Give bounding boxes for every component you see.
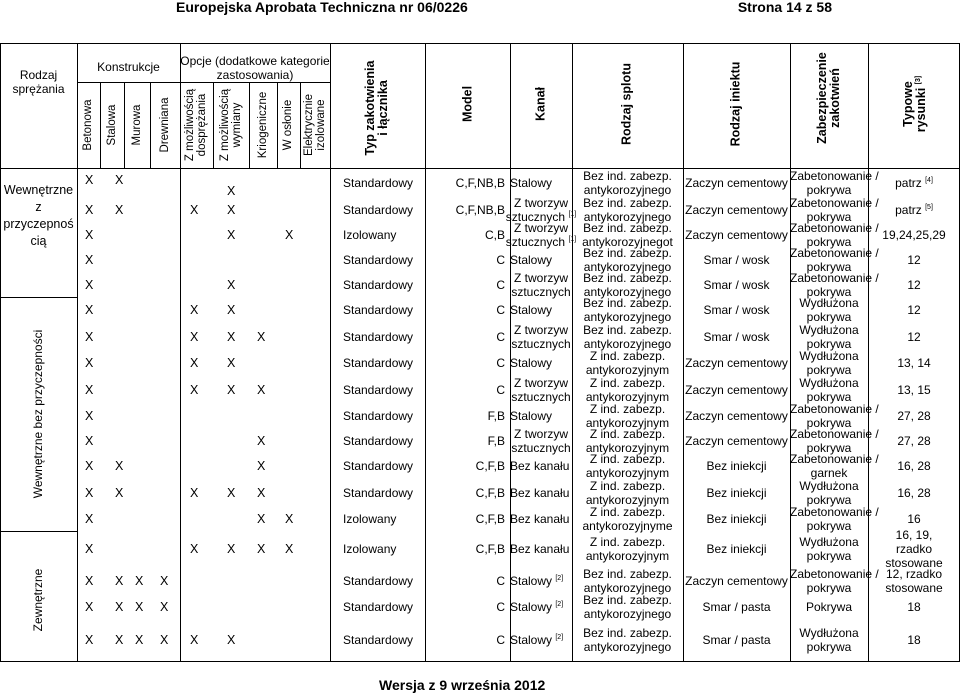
row-1-model: C,F,NB,B	[455, 202, 505, 217]
row-15-mark-1: X	[115, 573, 124, 588]
row-2-rysunki: 19,24,25,29	[882, 228, 946, 242]
header-sep-opcje	[180, 82, 330, 83]
row-4-model: C	[496, 277, 505, 292]
row-6-mark-0: X	[85, 329, 94, 344]
document-title: Europejska Aprobata Techniczna nr 06/0226	[176, 0, 468, 15]
row-10-splot: Z ind. zabezp. antykorozyjnym	[585, 426, 670, 455]
row-17-mark-2: X	[135, 633, 144, 647]
row-9-zabezpieczenie: Zabetonowanie / pokrywa	[790, 402, 879, 430]
row-0-typ: Standardowy	[343, 175, 414, 190]
row-8-mark-5: X	[227, 382, 236, 397]
col-line-12	[510, 43, 511, 661]
row-10-zabezpieczenie: Zabetonowanie / pokrywa	[790, 426, 879, 455]
header-konstrukcje: Konstrukcje	[97, 60, 160, 74]
row-8-model: C	[496, 382, 505, 397]
row-5-rysunki: 12	[907, 303, 921, 317]
row-6-typ: Standardowy	[343, 329, 414, 344]
row-8-kanal: Z tworzyw sztucznych	[511, 375, 571, 404]
row-2-iniekt: Zaczyn cementowy	[685, 228, 788, 242]
row-2-zabezpieczenie: Zabetonowanie / pokrywa	[790, 221, 879, 249]
row-11-rysunki: 16, 28	[897, 458, 931, 473]
row-1-typ: Standardowy	[343, 202, 414, 217]
row-0-iniekt: Zaczyn cementowy	[685, 175, 788, 190]
col-line-7	[249, 82, 250, 168]
row-16-model: C	[496, 599, 505, 614]
row-17-rysunki: 18	[907, 633, 921, 647]
row-7-mark-0: X	[85, 356, 94, 370]
col-line-5	[180, 43, 181, 661]
row-8-mark-4: X	[190, 382, 199, 397]
row-15-rysunki: 12, rzadko stosowane	[885, 566, 943, 595]
row-5-kanal: Stalowy	[510, 303, 553, 317]
col-line-3	[124, 82, 125, 168]
header-zabezpieczenie-zakotwien: Zabezpieczenie zakotwień	[815, 52, 842, 144]
row-9-mark-0: X	[85, 409, 94, 423]
row-12-splot: Z ind. zabezp. antykorozyjnym	[585, 478, 670, 507]
row-2-mark-7: X	[285, 228, 294, 242]
row-12-iniekt: Bez iniekcji	[706, 485, 767, 500]
row-6-mark-4: X	[190, 329, 199, 344]
row-16-mark-2: X	[135, 599, 144, 614]
row-4-typ: Standardowy	[343, 277, 414, 292]
row-14-mark-0: X	[85, 542, 94, 556]
row-2-mark-0: X	[85, 228, 94, 242]
row-3-rysunki: 12	[907, 253, 921, 267]
header-sep-konstrukcje	[77, 82, 180, 83]
row-14-iniekt: Bez iniekcji	[706, 542, 767, 556]
row-11-splot: Z ind. zabezp. antykorozyjnym	[585, 451, 670, 480]
row-16-zabezpieczenie: Pokrywa	[805, 599, 852, 614]
col-line-6	[213, 82, 214, 168]
header-rodzaj-splotu: Rodzaj splotu	[619, 63, 634, 145]
row-16-kanal: Stalowy [2]	[510, 599, 564, 614]
row-5-iniekt: Smar / wosk	[703, 303, 770, 317]
header-z-mozliwoscia-dosprezania: Z możliwością dosprężania	[184, 88, 208, 162]
group-zewnetrzne: Zewnętrzne	[31, 568, 45, 632]
row-14-kanal: Bez kanału	[510, 542, 570, 556]
row-10-kanal: Z tworzyw sztucznych	[511, 426, 571, 455]
row-17-mark-0: X	[85, 633, 94, 647]
row-5-zabezpieczenie: Wydłużona pokrywa	[799, 296, 859, 324]
row-12-typ: Standardowy	[343, 485, 414, 500]
row-14-mark-4: X	[190, 542, 199, 556]
row-17-mark-3: X	[160, 633, 169, 647]
row-0-model: C,F,NB,B	[455, 175, 505, 190]
row-2-model: C,B	[484, 228, 505, 242]
header-rodzaj-sprezania: Rodzaj sprężania	[12, 68, 65, 96]
row-0-mark-1: X	[115, 172, 124, 187]
row-15-iniekt: Zaczyn cementowy	[685, 573, 788, 588]
row-1-mark-0: X	[85, 202, 94, 217]
row-16-mark-3: X	[160, 599, 169, 614]
row-11-typ: Standardowy	[343, 458, 414, 473]
row-8-splot: Z ind. zabezp. antykorozyjnym	[585, 375, 670, 404]
row-9-splot: Z ind. zabezp. antykorozyjnym	[585, 402, 670, 430]
row-4-iniekt: Smar / wosk	[703, 277, 770, 292]
col-line-1	[77, 43, 78, 661]
row-0-zabezpieczenie: Zabetonowanie / pokrywa	[790, 168, 879, 197]
row-1-rysunki: patrz [5]	[895, 202, 933, 217]
row-16-rysunki: 18	[907, 599, 921, 614]
row-7-model: C	[496, 356, 505, 370]
row-1-mark-4: X	[190, 202, 199, 217]
row-13-mark-7: X	[285, 511, 294, 526]
header-kanal: Kanał	[533, 86, 548, 122]
row-14-model: C,F,B	[475, 542, 505, 556]
row-13-rysunki: 16	[907, 511, 921, 526]
col-line-2	[100, 82, 101, 168]
row-12-mark-5: X	[227, 485, 236, 500]
page-number: Strona 14 z 58	[737, 0, 832, 15]
group-sep-1	[0, 297, 77, 298]
row-6-rysunki: 12	[907, 329, 921, 344]
row-16-mark-1: X	[115, 599, 124, 614]
row-0-mark-0: X	[85, 172, 94, 187]
col-line-10	[330, 43, 331, 661]
header-elektrycznie-izolowane: Elektrycznie izolowane	[303, 94, 327, 156]
row-10-mark-6: X	[257, 433, 266, 448]
row-1-zabezpieczenie: Zabetonowanie / pokrywa	[790, 195, 879, 224]
row-3-typ: Standardowy	[343, 253, 414, 267]
col-line-8	[277, 82, 278, 168]
row-13-mark-6: X	[257, 511, 266, 526]
row-12-zabezpieczenie: Wydłużona pokrywa	[799, 478, 859, 507]
row-10-typ: Standardowy	[343, 433, 414, 448]
row-11-mark-6: X	[257, 458, 266, 473]
row-17-iniekt: Smar / pasta	[702, 633, 771, 647]
row-9-kanal: Stalowy	[510, 409, 553, 423]
header-typ-zakotwienia: Typ zakotwienia i łącznika	[363, 60, 390, 156]
header-betonowa: Betonowa	[82, 99, 94, 151]
row-7-iniekt: Zaczyn cementowy	[685, 356, 788, 370]
group-sep-2	[0, 531, 77, 532]
table-bottom-border	[0, 661, 960, 662]
row-0-mark-5: X	[227, 183, 236, 198]
row-17-zabezpieczenie: Wydłużona pokrywa	[799, 626, 859, 654]
row-14-mark-6: X	[257, 542, 266, 556]
row-9-typ: Standardowy	[343, 409, 414, 423]
row-13-typ: Izolowany	[343, 511, 397, 526]
row-2-kanal: Z tworzyw sztucznych [1]	[505, 221, 577, 249]
row-2-typ: Izolowany	[343, 228, 397, 242]
row-17-mark-5: X	[227, 633, 236, 647]
row-17-kanal: Stalowy [2]	[510, 633, 564, 647]
row-17-typ: Standardowy	[343, 633, 414, 647]
row-1-splot: Bez ind. zabezp. antykorozyjnego	[583, 195, 672, 224]
row-1-iniekt: Zaczyn cementowy	[685, 202, 788, 217]
row-6-iniekt: Smar / wosk	[703, 329, 770, 344]
row-4-mark-5: X	[227, 277, 236, 292]
col-line-4	[150, 82, 151, 168]
row-6-kanal: Z tworzyw sztucznych	[511, 322, 571, 351]
header-model: Model	[460, 85, 475, 123]
row-16-mark-0: X	[85, 599, 94, 614]
row-8-rysunki: 13, 15	[897, 382, 931, 397]
row-7-mark-4: X	[190, 356, 199, 370]
row-7-typ: Standardowy	[343, 356, 414, 370]
row-3-kanal: Stalowy	[510, 253, 553, 267]
row-11-kanal: Bez kanału	[510, 458, 570, 473]
row-12-model: C,F,B	[475, 485, 505, 500]
row-10-model: F,B	[487, 433, 505, 448]
row-5-typ: Standardowy	[343, 303, 414, 317]
row-5-splot: Bez ind. zabezp. antykorozyjnego	[583, 296, 672, 324]
row-15-mark-2: X	[135, 573, 144, 588]
row-11-mark-1: X	[115, 458, 124, 473]
row-5-mark-5: X	[227, 303, 236, 317]
row-8-iniekt: Zaczyn cementowy	[685, 382, 788, 397]
row-5-mark-4: X	[190, 303, 199, 317]
row-15-mark-3: X	[160, 573, 169, 588]
header-w-oslonie: W osłonie	[282, 99, 294, 151]
row-11-iniekt: Bez iniekcji	[706, 458, 767, 473]
row-2-splot: Bez ind. zabezp. antykorozyjnegot	[582, 221, 673, 249]
header-z-mozliwoscia-wymiany: Z możliwością wymiany	[219, 88, 243, 162]
header-opcje: Opcje (dodatkowe kategorie zastosowania)	[180, 54, 330, 82]
row-7-zabezpieczenie: Wydłużona pokrywa	[799, 349, 859, 377]
row-12-rysunki: 16, 28	[897, 485, 931, 500]
row-7-mark-5: X	[227, 356, 236, 370]
row-5-mark-0: X	[85, 303, 94, 317]
row-17-mark-4: X	[190, 633, 199, 647]
row-9-iniekt: Zaczyn cementowy	[685, 409, 788, 423]
row-2-mark-5: X	[227, 228, 236, 242]
row-1-kanal: Z tworzyw sztucznych [1]	[505, 195, 577, 224]
row-15-splot: Bez ind. zabezp. antykorozyjnego	[583, 566, 672, 595]
row-5-model: C	[496, 303, 505, 317]
header-typowe-rysunki: Typowe rysunki [3]	[901, 75, 928, 133]
col-line-11	[425, 43, 426, 661]
row-4-splot: Bez ind. zabezp. antykorozyjnego	[583, 270, 672, 299]
row-4-mark-0: X	[85, 277, 94, 292]
row-9-model: F,B	[487, 409, 505, 423]
row-11-zabezpieczenie: Zabetonowanie / garnek	[790, 451, 879, 480]
row-17-mark-1: X	[115, 633, 124, 647]
header-murowa: Murowa	[131, 104, 143, 146]
row-14-mark-7: X	[285, 542, 294, 556]
row-17-model: C	[496, 633, 505, 647]
header-rodzaj-iniektu: Rodzaj iniektu	[728, 61, 743, 147]
header-drewniana: Drewniana	[159, 97, 171, 153]
row-4-rysunki: 12	[907, 277, 921, 292]
row-13-iniekt: Bez iniekcji	[706, 511, 767, 526]
col-line-14	[683, 43, 684, 661]
row-15-kanal: Stalowy [2]	[510, 573, 564, 588]
row-14-rysunki: 16, 19, rzadko stosowane	[885, 528, 943, 570]
row-0-rysunki: patrz [4]	[895, 175, 933, 190]
row-3-splot: Bez ind. zabezp. antykorozyjnego	[583, 246, 672, 274]
row-15-zabezpieczenie: Zabetonowanie / pokrywa	[790, 566, 879, 595]
row-6-model: C	[496, 329, 505, 344]
col-line-0	[0, 43, 1, 661]
row-8-typ: Standardowy	[343, 382, 414, 397]
row-14-mark-5: X	[227, 542, 236, 556]
col-line-9	[300, 82, 301, 168]
row-15-mark-0: X	[85, 573, 94, 588]
row-3-model: C	[496, 253, 505, 267]
row-10-mark-0: X	[85, 433, 94, 448]
row-12-mark-0: X	[85, 485, 94, 500]
row-0-kanal: Stalowy	[510, 175, 553, 190]
row-1-mark-5: X	[227, 202, 236, 217]
row-4-zabezpieczenie: Zabetonowanie / pokrywa	[790, 270, 879, 299]
row-6-mark-5: X	[227, 329, 236, 344]
row-7-rysunki: 13, 14	[897, 356, 931, 370]
row-7-splot: Z ind. zabezp. antykorozyjnym	[585, 349, 670, 377]
row-16-iniekt: Smar / pasta	[702, 599, 771, 614]
row-13-splot: Z ind. zabezp. antykorozyjnyme	[582, 504, 673, 533]
row-10-rysunki: 27, 28	[897, 433, 931, 448]
row-12-mark-4: X	[190, 485, 199, 500]
row-3-mark-0: X	[85, 253, 94, 267]
row-16-splot: Bez ind. zabezp. antykorozyjnego	[583, 592, 672, 621]
row-6-zabezpieczenie: Wydłużona pokrywa	[799, 322, 859, 351]
row-7-kanal: Stalowy	[510, 356, 553, 370]
row-15-typ: Standardowy	[343, 573, 414, 588]
row-12-kanal: Bez kanału	[510, 485, 570, 500]
row-3-zabezpieczenie: Zabetonowanie / pokrywa	[790, 246, 879, 274]
footer-version: Wersja z 9 września 2012	[379, 677, 546, 693]
row-13-kanal: Bez kanału	[510, 511, 570, 526]
row-14-typ: Izolowany	[343, 542, 397, 556]
row-3-iniekt: Smar / wosk	[703, 253, 770, 267]
row-11-model: C,F,B	[475, 458, 505, 473]
header-stalowa: Stalowa	[106, 104, 118, 146]
row-15-model: C	[496, 573, 505, 588]
row-12-mark-1: X	[115, 485, 124, 500]
row-8-mark-6: X	[257, 382, 266, 397]
row-10-iniekt: Zaczyn cementowy	[685, 433, 788, 448]
row-9-rysunki: 27, 28	[897, 409, 931, 423]
row-14-splot: Z ind. zabezp. antykorozyjnym	[585, 535, 670, 563]
row-17-splot: Bez ind. zabezp. antykorozyjnego	[583, 626, 672, 654]
row-13-model: C,F,B	[475, 511, 505, 526]
row-8-zabezpieczenie: Wydłużona pokrywa	[799, 375, 859, 404]
row-14-zabezpieczenie: Wydłużona pokrywa	[799, 535, 859, 563]
row-12-mark-6: X	[257, 485, 266, 500]
row-11-mark-0: X	[85, 458, 94, 473]
header-kriogeniczne: Kriogeniczne	[257, 91, 269, 159]
row-6-splot: Bez ind. zabezp. antykorozyjnego	[583, 322, 672, 351]
group-wewnetrzne-przyczepnosc: Wewnętrzne z przyczepnoś cią	[3, 183, 74, 248]
row-13-mark-0: X	[85, 511, 94, 526]
group-wewnetrzne-bez: Wewnętrzne bez przyczepności	[31, 329, 45, 499]
row-4-kanal: Z tworzyw sztucznych	[511, 270, 571, 299]
row-0-splot: Bez ind. zabezp. antykorozyjnego	[583, 168, 672, 197]
row-1-mark-1: X	[115, 202, 124, 217]
row-8-mark-0: X	[85, 382, 94, 397]
row-13-zabezpieczenie: Zabetonowanie / pokrywa	[790, 504, 879, 533]
row-6-mark-6: X	[257, 329, 266, 344]
row-16-typ: Standardowy	[343, 599, 414, 614]
table-top-border	[0, 43, 960, 44]
